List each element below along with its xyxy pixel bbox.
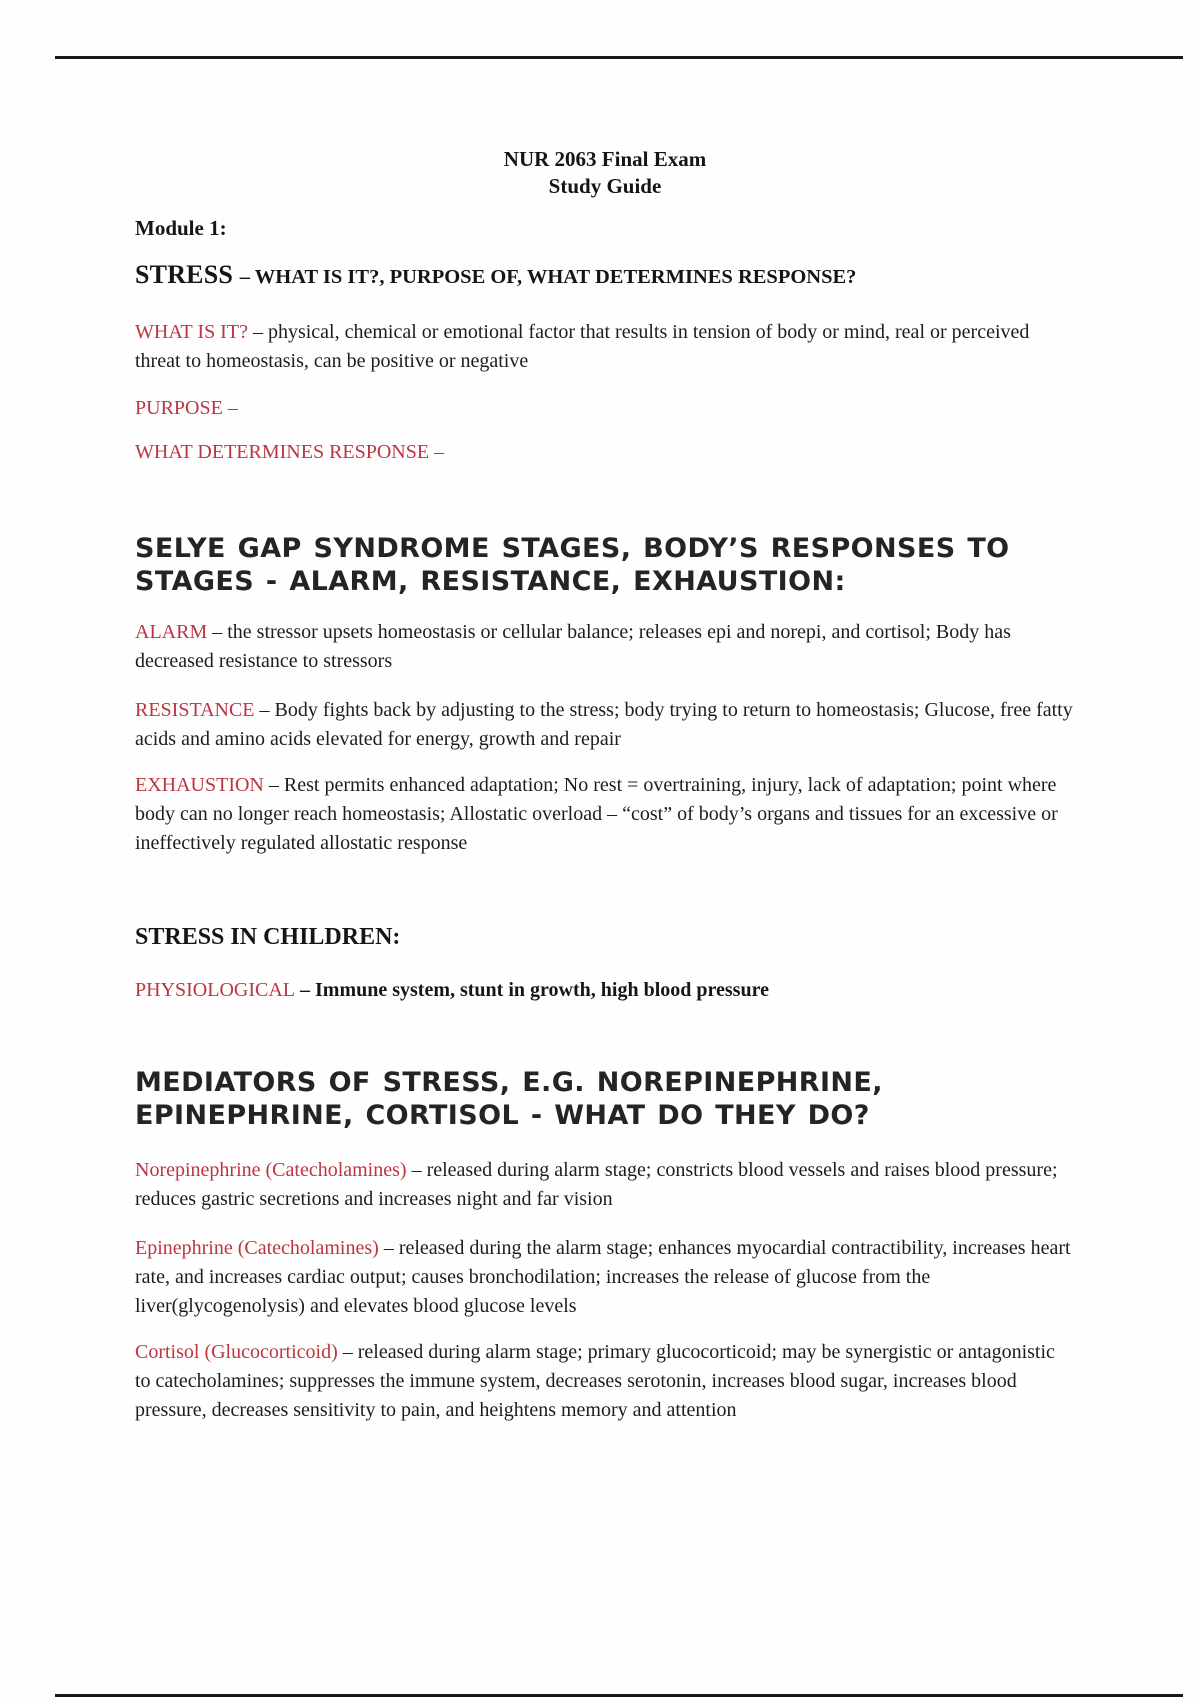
definition-physiological: – Immune system, stunt in growth, high blood pressure — [295, 979, 769, 1001]
section-heading-stress — [135, 260, 1075, 292]
term-norepinephrine: Norepinephrine (Catecholamines) — [135, 1159, 407, 1181]
term-exhaustion: EXHAUSTION — [135, 774, 264, 796]
paragraph-what-is-it — [135, 318, 1075, 376]
section-heading-mediators: MEDIATORS OF STRESS, E.G. NOREPINEPHRINE, EPINEPHRINE, CORTISOL - WHAT DO THEY DO? — [135, 1067, 883, 1131]
term-cortisol: Cortisol (Glucocorticoid) — [135, 1341, 338, 1363]
section-heading-selye: SELYE GAP SYNDROME STAGES, BODY’S RESPONSES TO STAGES - ALARM, RESISTANCE, EXHAUSTION: — [135, 533, 1010, 597]
definition-what-is-it: – physical, chemical or emotional factor that results in tension of body or mind, real or perceived threat to homeostasis, can be positive or negative — [135, 321, 1030, 372]
bottom-border-line — [55, 1694, 1183, 1697]
title-line-1: NUR 2063 Final Exam — [503, 147, 707, 171]
paragraph-purpose — [135, 394, 1075, 423]
paragraph-epinephrine — [135, 1234, 1075, 1321]
definition-alarm: – the stressor upsets homeostasis or cellular balance; releases epi and norepi, and cortisol; Body has decreased resistance to stressors — [135, 621, 1011, 672]
definition-cortisol: – released during alarm stage; primary glucocorticoid; may be synergistic or antagonistic to catecholamines; suppresses the immune system, decreases serotonin, increases blood sugar, increases blood pressure, decreases sensitivity to pain, and heightens memory and attention — [135, 1341, 1055, 1421]
term-what-determines-response: WHAT DETERMINES RESPONSE – — [135, 441, 445, 463]
paragraph-physiological — [135, 976, 1075, 1005]
definition-norepinephrine: – released during alarm stage; constricts blood vessels and raises blood pressure; reduces gastric secretions and increases night and far vision — [135, 1159, 1058, 1210]
top-border-line — [55, 56, 1183, 59]
definition-epinephrine: – released during the alarm stage; enhances myocardial contractibility, increases heart rate, and increases cardiac output; causes bronchodilation; increases the release of glucose from the liver(glycogenolysis) and elevates blood glucose levels — [135, 1237, 1071, 1317]
term-purpose: PURPOSE – — [135, 397, 238, 419]
term-alarm: ALARM — [135, 621, 208, 643]
section-heading-stress-lead: STRESS — [135, 260, 240, 289]
term-physiological: PHYSIOLOGICAL — [135, 979, 295, 1001]
term-epinephrine: Epinephrine (Catecholamines) — [135, 1237, 379, 1259]
paragraph-norepinephrine — [135, 1156, 1075, 1214]
title-line-2: Study Guide — [548, 174, 662, 198]
term-what-is-it: WHAT IS IT? — [135, 321, 248, 343]
paragraph-resistance — [135, 696, 1075, 754]
definition-exhaustion: – Rest permits enhanced adaptation; No rest = overtraining, injury, lack of adaptation; point where body can no longer reach homeostasis; Allostatic overload – “cost” of body’s organs and tissues for an excessive or ineffectively regulated allostatic response — [135, 774, 1058, 854]
paragraph-what-determines-response — [135, 438, 1075, 467]
module-label: Module 1: — [135, 216, 227, 240]
term-resistance: RESISTANCE — [135, 699, 255, 721]
paragraph-exhaustion — [135, 771, 1075, 858]
definition-resistance: – Body fights back by adjusting to the stress; body trying to return to homeostasis; Glucose, free fatty acids and amino acids elevated for energy, growth and repair — [135, 699, 1073, 750]
document-title — [135, 146, 1075, 200]
paragraph-alarm — [135, 618, 1075, 676]
paragraph-cortisol — [135, 1338, 1075, 1425]
section-heading-stress-in-children: STRESS IN CHILDREN: — [135, 924, 401, 950]
section-heading-stress-rest: – WHAT IS IT?, PURPOSE OF, WHAT DETERMINES RESPONSE? — [239, 266, 857, 288]
